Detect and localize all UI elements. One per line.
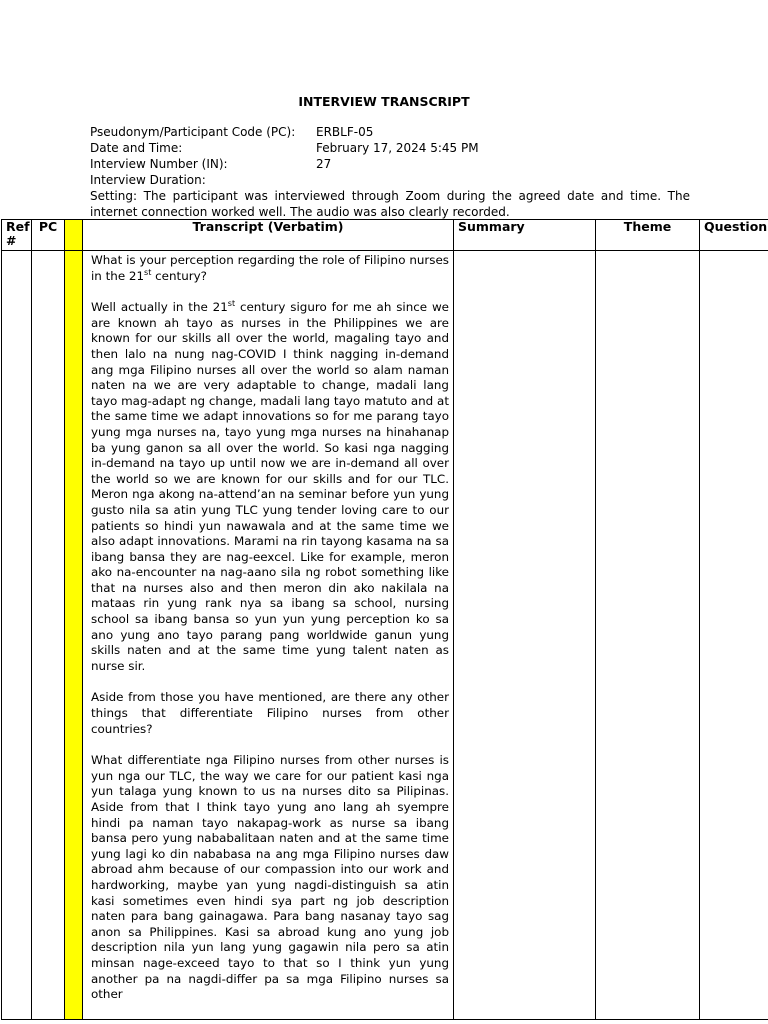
interview-meta <box>90 124 690 220</box>
meta-row-duration <box>90 172 690 188</box>
transcript-table <box>1 219 768 1020</box>
meta-row-date-time <box>90 140 690 156</box>
q1-superscript: st <box>144 267 152 277</box>
a1-superscript: st <box>227 299 236 309</box>
meta-value: 27 <box>316 157 332 171</box>
header-theme: Theme <box>596 220 700 251</box>
question-cell <box>700 251 768 1020</box>
a1-text-end: century siguro for me ah since we are known ah tayo as nurses in the Philippines we are known for our skills all over the world, magaling tayo and then lalo na nung nag-COVID I think nagging in-demand ang mga Filipino nurses all over the world so alam naman naten na we are very adaptable to change, madali lang tayo mag-adapt ng change, madali lang tayo matuto and at the same time we adapt innovations so for me parang tayo yung mga nurses na, tayo yung mga nurses na hinahanap ba yung ganon sa all over the world. So kasi nga nagging in-demand na tayo up until now we are in-demand all over the world so we are known for our skills and for our TLC. Meron nga akong na-attend’an na seminar before yun yung gusto nila sa atin yung TLC yung tender loving care to our patients so hindi yun nawawala and at the same time we also adapt innovations. Marami na rin tayong kasama na sa ibang bansa they are nag-eexcel. Like for example, meron ako na-encounter na nag-aano sila ng robot something like that na nurses also and then meron din ako nakilala na mataas rin yung rank nya sa ibang sa school, nursing school sa ibang bansa so yun yun yung perception ko sa ano yung ano tayo parang pang worldwide ganun yung skills naten and at the same time yung talent naten as nurse sir. <box>91 300 449 673</box>
theme-cell <box>596 251 700 1020</box>
meta-row-pseudonym <box>90 124 690 140</box>
meta-value: February 17, 2024 5:45 PM <box>316 141 479 155</box>
pc-cell <box>32 251 65 1020</box>
question-1 <box>91 253 449 284</box>
answer-1 <box>91 300 449 674</box>
header-summary: Summary <box>454 220 596 251</box>
table-row <box>2 251 768 1020</box>
question-2: Aside from those you have mentioned, are there any other things that differentiate Filipino nurses from other countries? <box>91 690 449 736</box>
q1-text: What is your perception regarding the role of Filipino nurses in the 21 <box>91 253 449 283</box>
meta-setting: Setting: The participant was interviewed through Zoom during the agreed date and time. The internet connection worked well. The audio was also clearly recorded. <box>90 189 690 219</box>
a1-text: Well actually in the 21 <box>91 300 228 315</box>
header-highlight-column <box>65 220 83 251</box>
meta-label: Date and Time: <box>90 141 183 155</box>
meta-value: ERBLF-05 <box>316 125 374 139</box>
answer-2: What differentiate nga Filipino nurses from other nurses is yun nga our TLC, the way we care for our patient kasi nga yun talaga yung known to us na nurses dito sa Pilipinas. Aside from that I think tayo yung ano lang ah syempre hindi pa naman tayo nakapag-work as nurse sa ibang bansa pero yung nababalitaan naten and at the same time yung lagi ko din nababasa na ang mga Filipino nurses daw abroad ahm because of our compassion into our work and hardworking, maybe yan yung nagdi-distinguish sa atin kasi sometimes even hindi sya part ng job description naten para bang gainagawa. Para bang nasanay tayo sag anon sa Philippines. Kasi sa abroad kung ano yung job description nila yun lang yung gagawin nila pero sa atin minsan nage-exceed tayo to that so I think yun yung another pa na nagdi-differ pa sa mga Filipino nurses sa other <box>91 753 449 1002</box>
ref-cell <box>2 251 32 1020</box>
meta-label: Interview Duration: <box>90 173 206 187</box>
header-pc: PC <box>32 220 65 251</box>
meta-label: Pseudonym/Participant Code (PC): <box>90 125 296 139</box>
transcript-cell <box>83 251 454 1020</box>
summary-cell <box>454 251 596 1020</box>
highlight-cell <box>65 251 83 1020</box>
meta-label: Interview Number (IN): <box>90 157 228 171</box>
table-header-row <box>2 220 768 251</box>
header-transcript: Transcript (Verbatim) <box>83 220 454 251</box>
meta-row-interview-number <box>90 156 690 172</box>
header-question: Question <box>700 220 768 251</box>
q1-text-end: century? <box>151 268 207 283</box>
header-ref: Ref # <box>2 220 32 251</box>
page-title: INTERVIEW TRANSCRIPT <box>298 94 470 109</box>
